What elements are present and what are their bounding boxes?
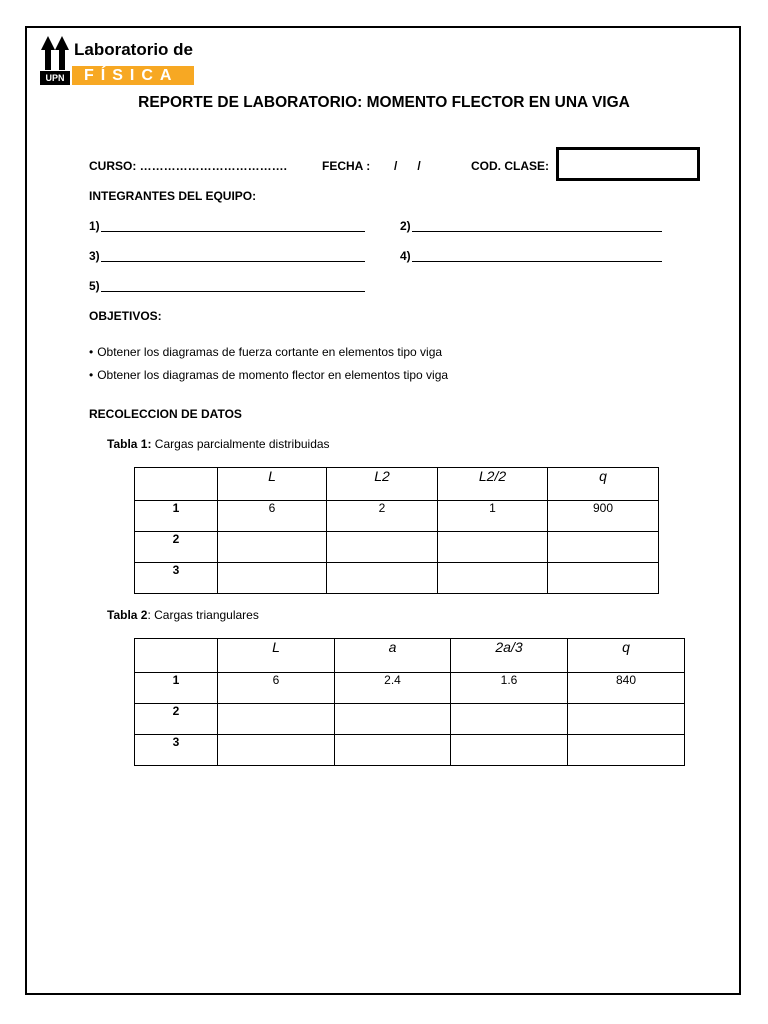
logo-badge: UPN [40, 71, 70, 85]
table1-cell[interactable] [218, 532, 327, 563]
table1-header-2: L2 [327, 468, 438, 501]
table1-caption [107, 437, 330, 451]
team-slot-4: 4) [400, 249, 411, 263]
table2-cell[interactable]: 2.4 [335, 673, 451, 704]
table-row [135, 704, 685, 735]
team-slot-5: 5) [89, 279, 100, 293]
team-line-5[interactable] [101, 291, 365, 292]
table2-cell: 2 [135, 704, 218, 735]
team-line-2[interactable] [412, 231, 662, 232]
table2-header-3: 2a/3 [451, 639, 568, 673]
table1-cell: 3 [135, 563, 218, 594]
table2-header-2: a [335, 639, 451, 673]
table1-cell[interactable]: 2 [327, 501, 438, 532]
cod-clase-box[interactable] [556, 147, 700, 181]
table2-cell[interactable] [218, 735, 335, 766]
table1-header-3: L2/2 [438, 468, 548, 501]
table-row [135, 735, 685, 766]
table1-cell[interactable] [438, 563, 548, 594]
table1-caption-text: Cargas parcialmente distribuidas [151, 437, 330, 451]
table2-cell[interactable] [568, 735, 685, 766]
table2-header-4: q [568, 639, 685, 673]
table2-cell[interactable] [218, 704, 335, 735]
data-heading: RECOLECCION DE DATOS [89, 407, 242, 421]
table1-cell[interactable]: 1 [438, 501, 548, 532]
fecha-value: / / [394, 159, 421, 173]
table-1 [134, 467, 659, 594]
team-slot-1: 1) [89, 219, 100, 233]
table1-header-0 [135, 468, 218, 501]
team-line-1[interactable] [101, 231, 365, 232]
table1-header-4: q [548, 468, 659, 501]
table-row [135, 563, 659, 594]
table2-header-1: L [218, 639, 335, 673]
team-line-4[interactable] [412, 261, 662, 262]
table1-cell[interactable] [327, 563, 438, 594]
table1-cell[interactable] [548, 532, 659, 563]
table1-caption-bold: Tabla 1: [107, 437, 152, 451]
table-row [135, 673, 685, 704]
table2-cell: 3 [135, 735, 218, 766]
table2-cell: 1 [135, 673, 218, 704]
objectives-heading: OBJETIVOS: [89, 309, 162, 323]
table1-header-1: L [218, 468, 327, 501]
team-slot-3: 3) [89, 249, 100, 263]
table1-cell: 2 [135, 532, 218, 563]
team-heading: INTEGRANTES DEL EQUIPO: [89, 189, 257, 203]
objective-text-2: Obtener los diagramas de momento flector en elementos tipo viga [97, 368, 449, 382]
logo-bar [72, 66, 194, 85]
table1-cell[interactable] [218, 563, 327, 594]
table2-header-0 [135, 639, 218, 673]
table2-cell[interactable] [335, 704, 451, 735]
table1-cell[interactable] [548, 563, 659, 594]
table-row [135, 501, 659, 532]
table2-cell[interactable] [451, 704, 568, 735]
table1-cell[interactable]: 900 [548, 501, 659, 532]
cod-clase-label: COD. CLASE: [471, 159, 549, 173]
table2-caption-bold: Tabla 2 [107, 608, 148, 622]
table2-cell[interactable] [451, 735, 568, 766]
table1-cell: 1 [135, 501, 218, 532]
table2-caption [107, 608, 259, 622]
objective-item-1 [89, 345, 442, 359]
table2-cell[interactable]: 6 [218, 673, 335, 704]
logo-line1: Laboratorio de [74, 40, 194, 59]
page-title: REPORTE DE LABORATORIO: MOMENTO FLECTOR EN UNA VIGA [138, 94, 630, 111]
table2-cell[interactable]: 840 [568, 673, 685, 704]
table1-cell[interactable] [327, 532, 438, 563]
table-2 [134, 638, 685, 766]
table2-caption-text: : Cargas triangulares [147, 608, 259, 622]
table1-cell[interactable] [438, 532, 548, 563]
team-line-3[interactable] [101, 261, 365, 262]
fecha-label: FECHA : [322, 159, 371, 173]
team-slot-2: 2) [400, 219, 411, 233]
objective-item-2 [89, 368, 448, 382]
table2-cell[interactable]: 1.6 [451, 673, 568, 704]
table1-cell[interactable]: 6 [218, 501, 327, 532]
table2-cell[interactable] [335, 735, 451, 766]
logo-line2: FÍSICA [84, 67, 179, 84]
curso-label: CURSO: ………………………………. [89, 159, 287, 173]
objective-text-1: Obtener los diagramas de fuerza cortante en elementos tipo viga [97, 345, 443, 359]
table-row [135, 532, 659, 563]
table2-cell[interactable] [568, 704, 685, 735]
